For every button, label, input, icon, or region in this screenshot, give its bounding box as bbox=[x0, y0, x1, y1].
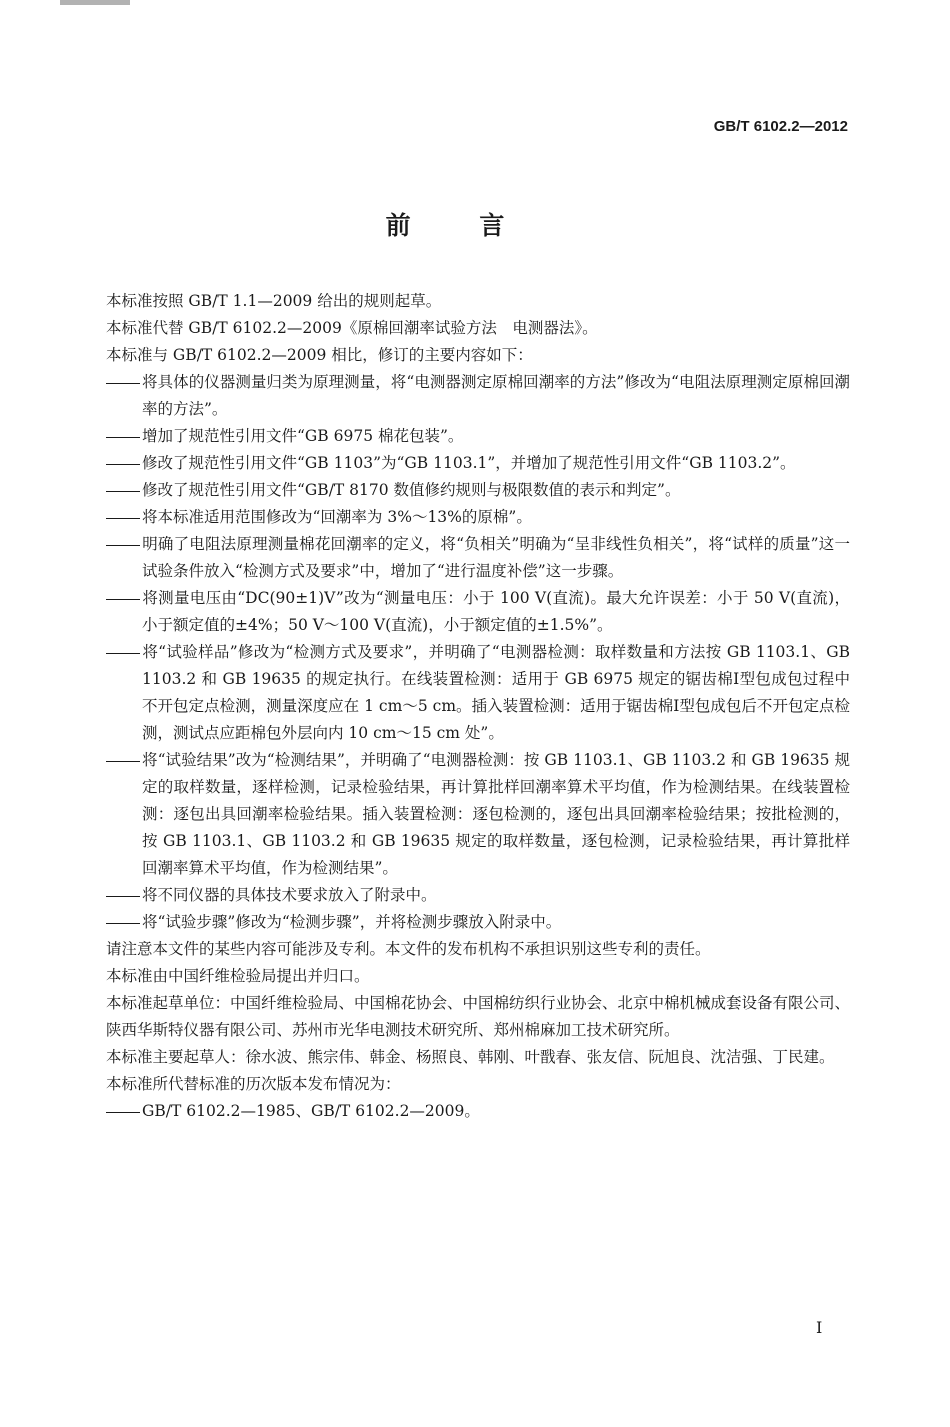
list-item-text: 明确了电阻法原理测量棉花回潮率的定义，将“负相关”明确为“呈非线性负相关”，将“试样的质量”这一试验条件放入“检测方式及要求”中，增加了“进行温度补偿”这一步骤。 bbox=[142, 535, 850, 580]
dash-marker bbox=[106, 909, 142, 936]
paragraph: 本标准按照 GB/T 1.1—2009 给出的规则起草。 bbox=[106, 292, 442, 310]
dash-marker bbox=[106, 1098, 142, 1125]
page-number: I bbox=[816, 1318, 823, 1337]
list-item bbox=[106, 1098, 850, 1125]
list-item bbox=[106, 531, 850, 585]
list-item-text: 将测量电压由“DC(90±1)V”改为“测量电压：小于 100 V(直流)。最大允许误差：小于 50 V(直流)，小于额定值的±4%；50 V～100 V(直流)，小于额定值的±1.5%”。 bbox=[142, 589, 850, 634]
dash-marker bbox=[106, 585, 142, 612]
list-item-text: 修改了规范性引用文件“GB 1103”为“GB 1103.1”，并增加了规范性引用文件“GB 1103.2”。 bbox=[142, 454, 796, 472]
list-item-text: GB/T 6102.2—1985、GB/T 6102.2—2009。 bbox=[142, 1102, 480, 1120]
list-item bbox=[106, 585, 850, 639]
list-item-text: 增加了规范性引用文件“GB 6975 棉花包装”。 bbox=[142, 427, 464, 445]
changes-list bbox=[106, 369, 850, 936]
list-item-text: 将具体的仪器测量归类为原理测量，将“电测器测定原棉回潮率的方法”修改为“电阻法原理测定原棉回潮率的方法”。 bbox=[142, 373, 850, 418]
list-item-text: 修改了规范性引用文件“GB/T 8170 数值修约规则与极限数值的表示和判定”。 bbox=[142, 481, 681, 499]
list-item-text: 将不同仪器的具体技术要求放入了附录中。 bbox=[142, 886, 437, 904]
paragraph: 本标准代替 GB/T 6102.2—2009《原棉回潮率试验方法 电测器法》。 bbox=[106, 319, 598, 337]
list-item bbox=[106, 504, 850, 531]
list-item bbox=[106, 369, 850, 423]
dash-marker bbox=[106, 882, 142, 909]
foreword-body bbox=[106, 288, 850, 1125]
patent-notice: 请注意本文件的某些内容可能涉及专利。本文件的发布机构不承担识别这些专利的责任。 bbox=[106, 940, 711, 958]
list-item-text: 将“试验样品”修改为“检测方式及要求”，并明确了“电测器检测：取样数量和方法按 GB 1103.1、GB 1103.2 和 GB 19635 的规定执行。在线装置检测：适用于 GB 6975 规定的锯齿棉Ⅰ型包成包过程中不开包定点检测，测量深度应在 1 cm～5 cm。插入装置检测：适用于锯齿棉Ⅰ型包成包后不开包定点检测，测试点应距棉包外层向内 10 cm～15 cm 处”。 bbox=[142, 643, 850, 742]
list-item bbox=[106, 882, 850, 909]
list-item bbox=[106, 639, 850, 747]
dash-marker bbox=[106, 531, 142, 558]
list-item bbox=[106, 450, 850, 477]
list-item-text: 将本标准适用范围修改为“回潮率为 3%～13%的原棉”。 bbox=[142, 508, 532, 526]
paragraph: 本标准所代替标准的历次版本发布情况为： bbox=[106, 1075, 401, 1093]
list-item bbox=[106, 477, 850, 504]
dash-marker bbox=[106, 639, 142, 666]
list-item bbox=[106, 423, 850, 450]
dash-marker bbox=[106, 369, 142, 396]
dash-marker bbox=[106, 450, 142, 477]
paragraph: 本标准与 GB/T 6102.2—2009 相比，修订的主要内容如下： bbox=[106, 346, 533, 364]
dash-marker bbox=[106, 423, 142, 450]
drafting-units: 本标准起草单位：中国纤维检验局、中国棉花协会、中国棉纺织行业协会、北京中棉机械成套设备有限公司、陕西华斯特仪器有限公司、苏州市光华电测技术研究所、郑州棉麻加工技术研究所。 bbox=[106, 994, 851, 1039]
list-item-text: 将“试验结果”改为“检测结果”，并明确了“电测器检测：按 GB 1103.1、GB 1103.2 和 GB 19635 规定的取样数量，逐样检测，记录检验结果，再计算批样回潮率算术平均值，作为检测结果。在线装置检测：逐包出具回潮率检验结果。插入装置检测：逐包检测的，逐包出具回潮率检验结果；按批检测的，按 GB 1103.1、GB 1103.2 和 GB 19635 规定的取样数量，逐包检测，记录检验结果，再计算批样回潮率算术平均值，作为检测结果”。 bbox=[142, 751, 850, 877]
dash-marker bbox=[106, 747, 142, 774]
list-item bbox=[106, 747, 850, 882]
dash-marker bbox=[106, 477, 142, 504]
page-title: 前 言 bbox=[385, 211, 535, 240]
scan-artifact bbox=[60, 0, 130, 5]
paragraph: 本标准由中国纤维检验局提出并归口。 bbox=[106, 967, 370, 985]
list-item bbox=[106, 909, 850, 936]
standard-number: GB/T 6102.2—2012 bbox=[713, 118, 848, 135]
list-item-text: 将“试验步骤”修改为“检测步骤”，并将检测步骤放入附录中。 bbox=[142, 913, 562, 931]
drafters: 本标准主要起草人：徐水波、熊宗伟、韩金、杨照良、韩刚、叶戬春、张友信、阮旭良、沈洁强、丁民建。 bbox=[106, 1048, 835, 1066]
dash-marker bbox=[106, 504, 142, 531]
